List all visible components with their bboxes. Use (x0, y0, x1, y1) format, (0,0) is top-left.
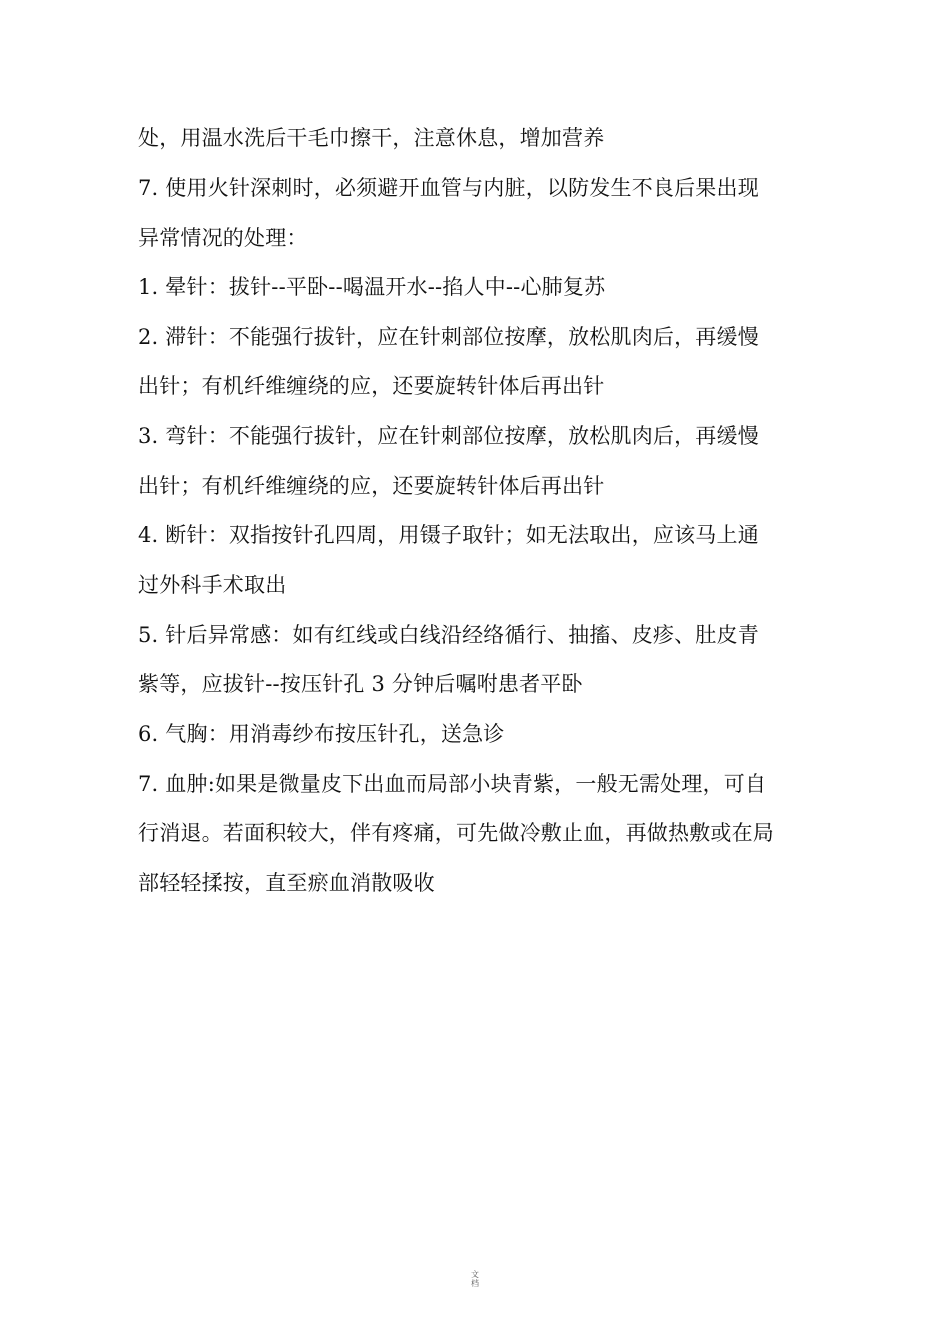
text-line: 行消退。若面积较大，伴有疼痛，可先做冷敷止血，再做热敷或在局 (138, 821, 774, 845)
section-heading: 异常情况的处理： (138, 226, 308, 250)
text-line: 处，用温水洗后干毛巾擦干，注意休息，增加营养 (138, 126, 605, 150)
text-line: 7. 血肿:如果是微量皮下出血而局部小块青紫，一般无需处理，可自 (138, 772, 767, 796)
text-line: 7. 使用火针深刺时，必须避开血管与内脏，以防发生不良后果出现 (138, 176, 759, 200)
text-line: 出针；有机纤维缠绕的应，还要旋转针体后再出针 (138, 474, 605, 498)
text-line: 1. 晕针：拔针--平卧--喝温开水--掐人中--心肺复苏 (138, 275, 606, 299)
text-line: 出针；有机纤维缠绕的应，还要旋转针体后再出针 (138, 374, 605, 398)
page-footer (460, 1270, 490, 1288)
text-line: 紫等，应拔针--按压针孔 3 分钟后嘱咐患者平卧 (138, 672, 583, 696)
text-line: 6. 气胸：用消毒纱布按压针孔，送急诊 (138, 722, 505, 746)
text-line: 部轻轻揉按，直至瘀血消散吸收 (138, 871, 435, 895)
text-line: 过外科手术取出 (138, 573, 287, 597)
text-line: 2. 滞针：不能强行拔针，应在针刺部位按摩，放松肌肉后，再缓慢 (138, 325, 759, 349)
text-line: 5. 针后异常感：如有红线或白线沿经络循行、抽搐、皮疹、肚皮青 (138, 623, 759, 647)
text-line: 3. 弯针：不能强行拔针，应在针刺部位按摩，放松肌肉后，再缓慢 (138, 424, 759, 448)
footer-char: 档 (471, 1279, 479, 1288)
text-line: 4. 断针：双指按针孔四周，用镊子取针；如无法取出，应该马上通 (138, 523, 759, 547)
footer-char: 文 (471, 1270, 479, 1279)
